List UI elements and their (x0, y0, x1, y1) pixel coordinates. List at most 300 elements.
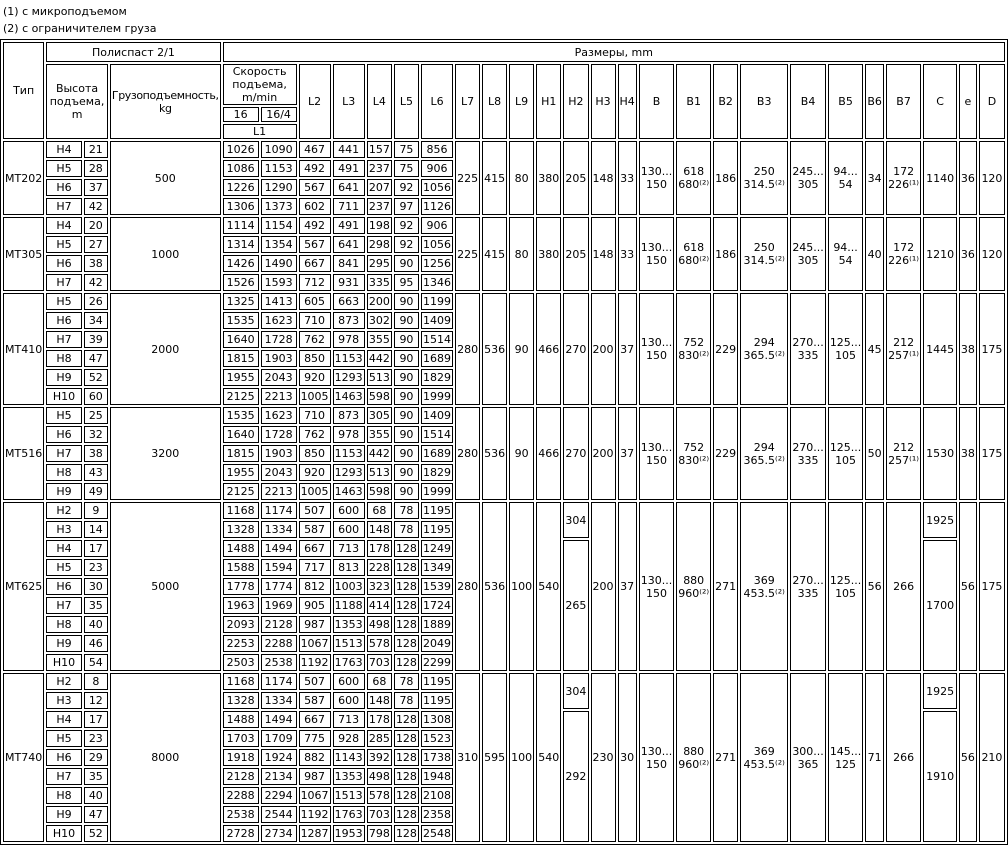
dim-cell-L1-16: 2503 (223, 654, 259, 671)
dim-cell-L4: 198 (367, 217, 392, 234)
dim-cell-L2: 920 (299, 464, 331, 481)
height-value-cell: 46 (84, 635, 108, 652)
height-code-cell: H8 (46, 350, 82, 367)
dim-cell-C-top: 1925 (923, 673, 957, 709)
height-value-cell: 52 (84, 825, 108, 842)
dim-cell-H4: 30 (618, 673, 637, 842)
height-value-cell: 43 (84, 464, 108, 481)
dim-cell-L5: 92 (394, 217, 419, 234)
height-value-cell: 28 (84, 160, 108, 177)
dim-cell-B1: 880 960⁽²⁾ (676, 502, 711, 671)
dim-cell-L5: 90 (394, 255, 419, 272)
dim-cell-L5: 90 (394, 388, 419, 405)
col-header-C: C (923, 64, 957, 139)
type-cell: МТ305 (3, 217, 44, 291)
dim-cell-L4: 228 (367, 559, 392, 576)
dim-cell-L4: 323 (367, 578, 392, 595)
dim-cell-L1-16: 1086 (223, 160, 259, 177)
dim-cell-L6: 1829 (421, 369, 453, 386)
dim-cell-L1-16-4: 2128 (261, 616, 297, 633)
dim-cell-L4: 798 (367, 825, 392, 842)
height-code-cell: H6 (46, 578, 82, 595)
dim-cell-L7: 310 (455, 673, 480, 842)
dim-cell-L1-16-4: 1728 (261, 331, 297, 348)
dim-cell-L1-16-4: 1494 (261, 540, 297, 557)
dim-cell-B1: 618 680⁽²⁾ (676, 141, 711, 215)
height-code-cell: H7 (46, 274, 82, 291)
dim-cell-L1-16: 1778 (223, 578, 259, 595)
dim-cell-D: 175 (979, 502, 1005, 671)
col-header-L9: L9 (509, 64, 534, 139)
dim-cell-L1-16-4: 1354 (261, 236, 297, 253)
dim-cell-C: 1445 (923, 293, 957, 405)
dim-cell-L1-16-4: 2043 (261, 464, 297, 481)
height-code-cell: H7 (46, 331, 82, 348)
dim-cell-L3: 600 (333, 521, 365, 538)
footnote-2: (2) с ограничителем груза (3, 22, 157, 35)
dim-cell-L4: 178 (367, 540, 392, 557)
height-code-cell: H5 (46, 293, 82, 310)
dim-cell-L4: 414 (367, 597, 392, 614)
dim-cell-L2: 920 (299, 369, 331, 386)
height-code-cell: H7 (46, 597, 82, 614)
dim-cell-H2: 270 (563, 293, 588, 405)
dim-cell-L3: 1463 (333, 483, 365, 500)
dim-cell-B6: 71 (865, 673, 884, 842)
dim-cell-L4: 68 (367, 502, 392, 519)
dim-cell-L3: 1353 (333, 616, 365, 633)
dim-cell-B7: 266 (886, 502, 921, 671)
dim-cell-L6: 1056 (421, 236, 453, 253)
dim-cell-L5: 90 (394, 331, 419, 348)
dim-cell-L6: 1539 (421, 578, 453, 595)
col-header-L1: L1 (223, 124, 297, 139)
dim-cell-L1-16: 1703 (223, 730, 259, 747)
dim-cell-L1-16-4: 2288 (261, 635, 297, 652)
dim-cell-L1-16-4: 1623 (261, 407, 297, 424)
dim-cell-D: 210 (979, 673, 1005, 842)
dim-cell-L3: 711 (333, 198, 365, 215)
dim-cell-L5: 128 (395, 580, 417, 593)
type-cell: МТ625 (3, 502, 44, 671)
dim-cell-L2: 717 (299, 559, 331, 576)
dim-cell-B2: 186 (713, 217, 738, 291)
dim-cell-H3: 148 (591, 217, 616, 291)
dim-cell-B5: 94... 54 (828, 217, 864, 291)
height-value-cell: 60 (84, 388, 108, 405)
dim-cell-L1-16-4: 2294 (261, 787, 297, 804)
dim-cell-L1-16-4: 1174 (261, 673, 297, 690)
dim-cell-L3: 1763 (333, 654, 365, 671)
dim-cell-L6: 1948 (421, 768, 453, 785)
dim-cell-L9: 80 (509, 141, 534, 215)
dim-cell-L2: 567 (299, 236, 331, 253)
dim-cell-B1: 880 960⁽²⁾ (676, 673, 711, 842)
col-header-L3: L3 (333, 64, 365, 139)
dim-cell-L7: 225 (455, 141, 480, 215)
dim-cell-L1-16: 2538 (223, 806, 259, 823)
height-value-cell: 47 (84, 806, 108, 823)
height-code-cell: H3 (46, 521, 82, 538)
dim-cell-L3: 1003 (333, 578, 365, 595)
type-cell: МТ202 (3, 141, 44, 215)
dim-cell-L1-16: 1955 (223, 369, 259, 386)
footnote-1: (1) с микроподъемом (3, 5, 127, 18)
dim-cell-L6: 2548 (421, 825, 453, 842)
dim-cell-L2: 712 (299, 274, 331, 291)
height-value-cell: 17 (84, 540, 108, 557)
dim-cell-B4: 270... 335 (790, 293, 826, 405)
height-value-cell: 23 (84, 559, 108, 576)
dim-cell-L1-16: 1815 (223, 445, 259, 462)
dim-cell-L4: 68 (367, 673, 392, 690)
dim-cell-L1-16: 1306 (223, 198, 259, 215)
dim-cell-L7: 280 (455, 293, 480, 405)
dim-cell-L3: 1188 (333, 597, 365, 614)
dim-cell-L1-16: 1488 (223, 711, 259, 728)
dim-cell-L1-16: 2128 (223, 768, 259, 785)
dim-cell-L1-16: 1955 (223, 464, 259, 481)
dim-cell-L5: 78 (394, 673, 419, 690)
dim-cell-L1-16: 1588 (223, 559, 259, 576)
spec-row-МТ625-H2 (3, 502, 1005, 519)
header-row-2 (3, 64, 1005, 105)
dim-cell-L5: 78 (394, 692, 419, 709)
dim-cell-L5: 128 (395, 808, 417, 821)
dim-cell-B: 130... 150 (639, 407, 675, 500)
dim-cell-L6: 1195 (421, 521, 453, 538)
spec-row-МТ202-H4 (3, 141, 1005, 158)
dim-cell-L4: 578 (367, 635, 392, 652)
height-value-cell: 30 (84, 578, 108, 595)
dim-cell-H3: 200 (591, 293, 616, 405)
dim-cell-C-top: 1925 (923, 502, 957, 538)
dim-cell-B7: 266 (886, 673, 921, 842)
dim-cell-L4: 302 (367, 312, 392, 329)
dim-cell-L1-16-4: 1709 (261, 730, 297, 747)
dim-cell-L5: 75 (394, 160, 419, 177)
dim-cell-L7: 280 (455, 407, 480, 500)
type-cell: МТ740 (3, 673, 44, 842)
dim-cell-H2: 270 (563, 407, 588, 500)
col-header-B1: B1 (676, 64, 711, 139)
height-value-cell: 49 (84, 483, 108, 500)
dim-cell-L7: 225 (455, 217, 480, 291)
dim-cell-L2: 987 (299, 616, 331, 633)
dim-cell-B7: 212 257⁽¹⁾ (886, 293, 921, 405)
dim-cell-L1-16: 1426 (223, 255, 259, 272)
dim-cell-L2: 905 (299, 597, 331, 614)
spec-table-body (3, 141, 1005, 842)
height-code-cell: H8 (46, 464, 82, 481)
dim-cell-L3: 931 (333, 274, 365, 291)
dim-cell-C: 1140 (923, 141, 957, 215)
dim-cell-C-bottom: 1910 (923, 711, 957, 842)
dim-cell-L5: 78 (394, 502, 419, 519)
dim-cell-L6: 1738 (421, 749, 453, 766)
dim-cell-L3: 600 (333, 502, 365, 519)
dim-cell-L1-16: 2125 (223, 483, 259, 500)
height-value-cell: 20 (84, 217, 108, 234)
dim-cell-H2-top: 304 (563, 502, 588, 538)
height-code-cell: H6 (46, 179, 82, 196)
dim-cell-L8: 595 (482, 673, 507, 842)
dim-cell-D: 175 (979, 293, 1005, 405)
dim-cell-L6: 906 (421, 160, 453, 177)
dim-cell-L3: 1513 (333, 787, 365, 804)
col-header-speed-16/4: 16/4 (261, 107, 297, 122)
dim-cell-L1-16: 1226 (223, 179, 259, 196)
dim-cell-L4: 598 (367, 483, 392, 500)
dim-cell-L1-16-4: 2134 (261, 768, 297, 785)
dim-cell-L2: 762 (299, 331, 331, 348)
col-header-L5: L5 (394, 64, 419, 139)
dim-cell-L6: 1195 (421, 692, 453, 709)
height-code-cell: H9 (46, 635, 82, 652)
height-value-cell: 42 (84, 198, 108, 215)
dim-cell-L2: 605 (299, 293, 331, 310)
dim-cell-L2: 775 (299, 730, 331, 747)
height-value-cell: 42 (84, 274, 108, 291)
height-value-cell: 12 (84, 692, 108, 709)
dim-cell-B7: 172 226⁽¹⁾ (886, 217, 921, 291)
dim-cell-L3: 641 (333, 179, 365, 196)
dim-cell-B4: 245... 305 (790, 141, 826, 215)
dim-cell-L5: 128 (395, 637, 417, 650)
dim-cell-L5: 90 (394, 350, 419, 367)
height-value-cell: 38 (84, 255, 108, 272)
col-header-B6: B6 (865, 64, 884, 139)
dim-cell-L3: 873 (333, 407, 365, 424)
dim-cell-B6: 50 (865, 407, 884, 500)
dim-cell-L2: 1005 (300, 390, 329, 403)
height-value-cell: 26 (84, 293, 108, 310)
type-cell: МТ516 (3, 407, 44, 500)
footnotes (0, 0, 1008, 39)
dim-cell-L2: 710 (299, 312, 331, 329)
dim-cell-L1-16-4: 1153 (261, 160, 297, 177)
capacity-cell: 2000 (110, 293, 221, 405)
dim-cell-L6: 1346 (421, 274, 453, 291)
dim-cell-L5: 128 (395, 599, 417, 612)
dim-cell-L1-16-4: 1413 (261, 293, 297, 310)
dim-cell-L3: 813 (333, 559, 365, 576)
dim-cell-L5: 90 (394, 445, 419, 462)
dim-cell-L3: 491 (333, 217, 365, 234)
dim-cell-L3: 1153 (333, 445, 365, 462)
type-cell: МТ410 (3, 293, 44, 405)
dim-cell-L3: 978 (333, 331, 365, 348)
dim-cell-C: 1530 (923, 407, 957, 500)
dim-cell-L3: 1153 (333, 350, 365, 367)
capacity-cell: 1000 (110, 217, 221, 291)
dim-cell-L6: 2299 (421, 654, 453, 671)
dim-cell-L6: 1409 (421, 312, 453, 329)
dim-cell-H4: 37 (618, 407, 637, 500)
dim-cell-H2-bottom: 292 (563, 711, 588, 842)
dim-cell-H3: 230 (591, 673, 616, 842)
dim-cell-L3: 928 (333, 730, 365, 747)
dim-cell-L2: 850 (299, 350, 331, 367)
col-header-L8: L8 (482, 64, 507, 139)
dim-cell-L1-16-4: 2544 (261, 806, 297, 823)
dim-cell-L6: 1195 (421, 673, 453, 690)
height-value-cell: 47 (84, 350, 108, 367)
dim-cell-L3: 713 (333, 711, 365, 728)
dim-cell-L1-16: 1168 (223, 502, 259, 519)
dim-cell-L1-16-4: 1494 (261, 711, 297, 728)
dim-cell-B2: 229 (713, 293, 738, 405)
dim-cell-H1: 466 (536, 407, 561, 500)
dim-cell-L1-16-4: 1969 (261, 597, 297, 614)
dim-cell-L6: 1829 (421, 464, 453, 481)
dim-cell-L1-16: 1114 (223, 217, 259, 234)
dim-cell-L9: 90 (509, 293, 534, 405)
dim-cell-L6: 2108 (421, 787, 453, 804)
dim-cell-H1: 380 (536, 141, 561, 215)
dim-cell-B6: 40 (865, 217, 884, 291)
dim-cell-L4: 305 (367, 407, 392, 424)
dim-cell-B2: 271 (713, 502, 738, 671)
dim-cell-L1-16: 1328 (223, 521, 259, 538)
dim-cell-L4: 148 (367, 521, 392, 538)
dim-cell-B1: 752 830⁽²⁾ (676, 293, 711, 405)
dim-cell-e: 36 (959, 217, 977, 291)
dim-cell-L2: 667 (299, 255, 331, 272)
dim-cell-L9: 100 (509, 673, 534, 842)
dim-cell-L4: 285 (367, 730, 392, 747)
dim-cell-L5: 90 (394, 483, 419, 500)
dim-cell-L9: 80 (509, 217, 534, 291)
dim-cell-L3: 1293 (333, 464, 365, 481)
dim-cell-L1-16: 2093 (223, 616, 259, 633)
dim-cell-L5: 128 (395, 789, 417, 802)
spec-table-header (3, 42, 1005, 139)
dim-cell-L3: 1763 (333, 806, 365, 823)
dim-cell-L1-16: 2125 (223, 388, 259, 405)
dim-cell-L5: 128 (395, 542, 417, 555)
dim-cell-B: 130... 150 (639, 502, 675, 671)
dim-cell-L5: 90 (394, 426, 419, 443)
dim-cell-e: 38 (959, 407, 977, 500)
col-header-L4: L4 (367, 64, 392, 139)
height-code-cell: H4 (46, 217, 82, 234)
height-code-cell: H9 (46, 483, 82, 500)
height-code-cell: H7 (46, 768, 82, 785)
dim-cell-e: 36 (959, 141, 977, 215)
dim-cell-L1-16-4: 2043 (261, 369, 297, 386)
dim-cell-L2: 1067 (300, 637, 329, 650)
dim-cell-L3: 600 (333, 673, 365, 690)
dim-cell-L6: 1249 (421, 540, 453, 557)
col-header-D: D (979, 64, 1005, 139)
dim-cell-L2: 492 (299, 217, 331, 234)
dim-cell-B4: 245... 305 (790, 217, 826, 291)
spec-row-МТ410-H5 (3, 293, 1005, 310)
dim-cell-D: 120 (979, 217, 1005, 291)
spec-row-МТ740-H2 (3, 673, 1005, 690)
dim-cell-L5: 90 (394, 293, 419, 310)
height-code-cell: H6 (46, 312, 82, 329)
dim-cell-L1-16-4: 1090 (261, 141, 297, 158)
height-code-cell: H3 (46, 692, 82, 709)
col-header-e: e (959, 64, 977, 139)
height-code-cell: H10 (46, 825, 82, 842)
height-code-cell: H5 (46, 236, 82, 253)
dim-cell-H4: 37 (618, 502, 637, 671)
dim-cell-L8: 536 (482, 407, 507, 500)
dim-cell-L2: 567 (299, 179, 331, 196)
height-value-cell: 25 (84, 407, 108, 424)
dim-cell-B3: 250 314.5⁽²⁾ (740, 141, 788, 215)
dim-cell-B4: 300... 365 (790, 673, 826, 842)
dim-cell-L4: 335 (367, 274, 392, 291)
dim-cell-L5: 90 (394, 369, 419, 386)
dim-cell-L1-16-4: 1728 (261, 426, 297, 443)
dim-cell-B5: 145... 125 (828, 673, 864, 842)
dim-cell-L6: 1199 (421, 293, 453, 310)
dim-cell-L1-16-4: 2734 (261, 825, 297, 842)
dim-cell-L3: 1513 (333, 635, 365, 652)
dim-cell-L1-16: 1535 (223, 407, 259, 424)
dim-cell-B5: 125... 105 (828, 293, 864, 405)
dim-cell-L1-16: 1918 (223, 749, 259, 766)
dim-cell-L1-16: 1026 (223, 141, 259, 158)
col-header-L2: L2 (299, 64, 331, 139)
dim-cell-C-bottom: 1700 (923, 540, 957, 671)
col-header-type: Тип (3, 42, 44, 139)
dim-cell-L3: 600 (333, 692, 365, 709)
dim-cell-L2: 987 (299, 768, 331, 785)
dim-cell-H2-bottom: 265 (563, 540, 588, 671)
dim-cell-B4: 270... 335 (790, 502, 826, 671)
dim-cell-B6: 56 (865, 502, 884, 671)
dim-cell-L6: 1195 (421, 502, 453, 519)
col-header-B4: B4 (790, 64, 826, 139)
capacity-cell: 8000 (110, 673, 221, 842)
dim-cell-L6: 856 (421, 141, 453, 158)
dim-cell-L5: 128 (395, 618, 417, 631)
dim-cell-H3: 200 (591, 502, 616, 671)
dim-cell-L1-16-4: 1924 (261, 749, 297, 766)
capacity-cell: 500 (110, 141, 221, 215)
dim-cell-H2-top: 304 (563, 673, 588, 709)
dim-cell-L3: 841 (333, 255, 365, 272)
dim-cell-L4: 513 (367, 464, 392, 481)
dim-cell-L2: 1005 (300, 485, 329, 498)
dim-cell-B6: 45 (865, 293, 884, 405)
height-code-cell: H7 (46, 198, 82, 215)
height-value-cell: 35 (84, 768, 108, 785)
dim-cell-B: 130... 150 (639, 673, 675, 842)
dim-cell-L2: 812 (299, 578, 331, 595)
dim-cell-L4: 148 (367, 692, 392, 709)
dim-cell-L6: 2049 (421, 635, 453, 652)
col-header-L6: L6 (421, 64, 453, 139)
dim-cell-L6: 1889 (421, 616, 453, 633)
col-header-L7: L7 (455, 64, 480, 139)
dim-cell-L3: 978 (333, 426, 365, 443)
dim-cell-H1: 380 (536, 217, 561, 291)
dim-cell-B3: 294 365.5⁽²⁾ (740, 407, 788, 500)
height-value-cell: 40 (84, 787, 108, 804)
dim-cell-L6: 1514 (421, 331, 453, 348)
dim-cell-L5: 128 (395, 561, 417, 574)
dim-cell-L1-16: 1328 (223, 692, 259, 709)
col-header-polispast: Полиспаст 2/1 (46, 42, 220, 62)
height-code-cell: H5 (46, 407, 82, 424)
dim-cell-B4: 270... 335 (790, 407, 826, 500)
